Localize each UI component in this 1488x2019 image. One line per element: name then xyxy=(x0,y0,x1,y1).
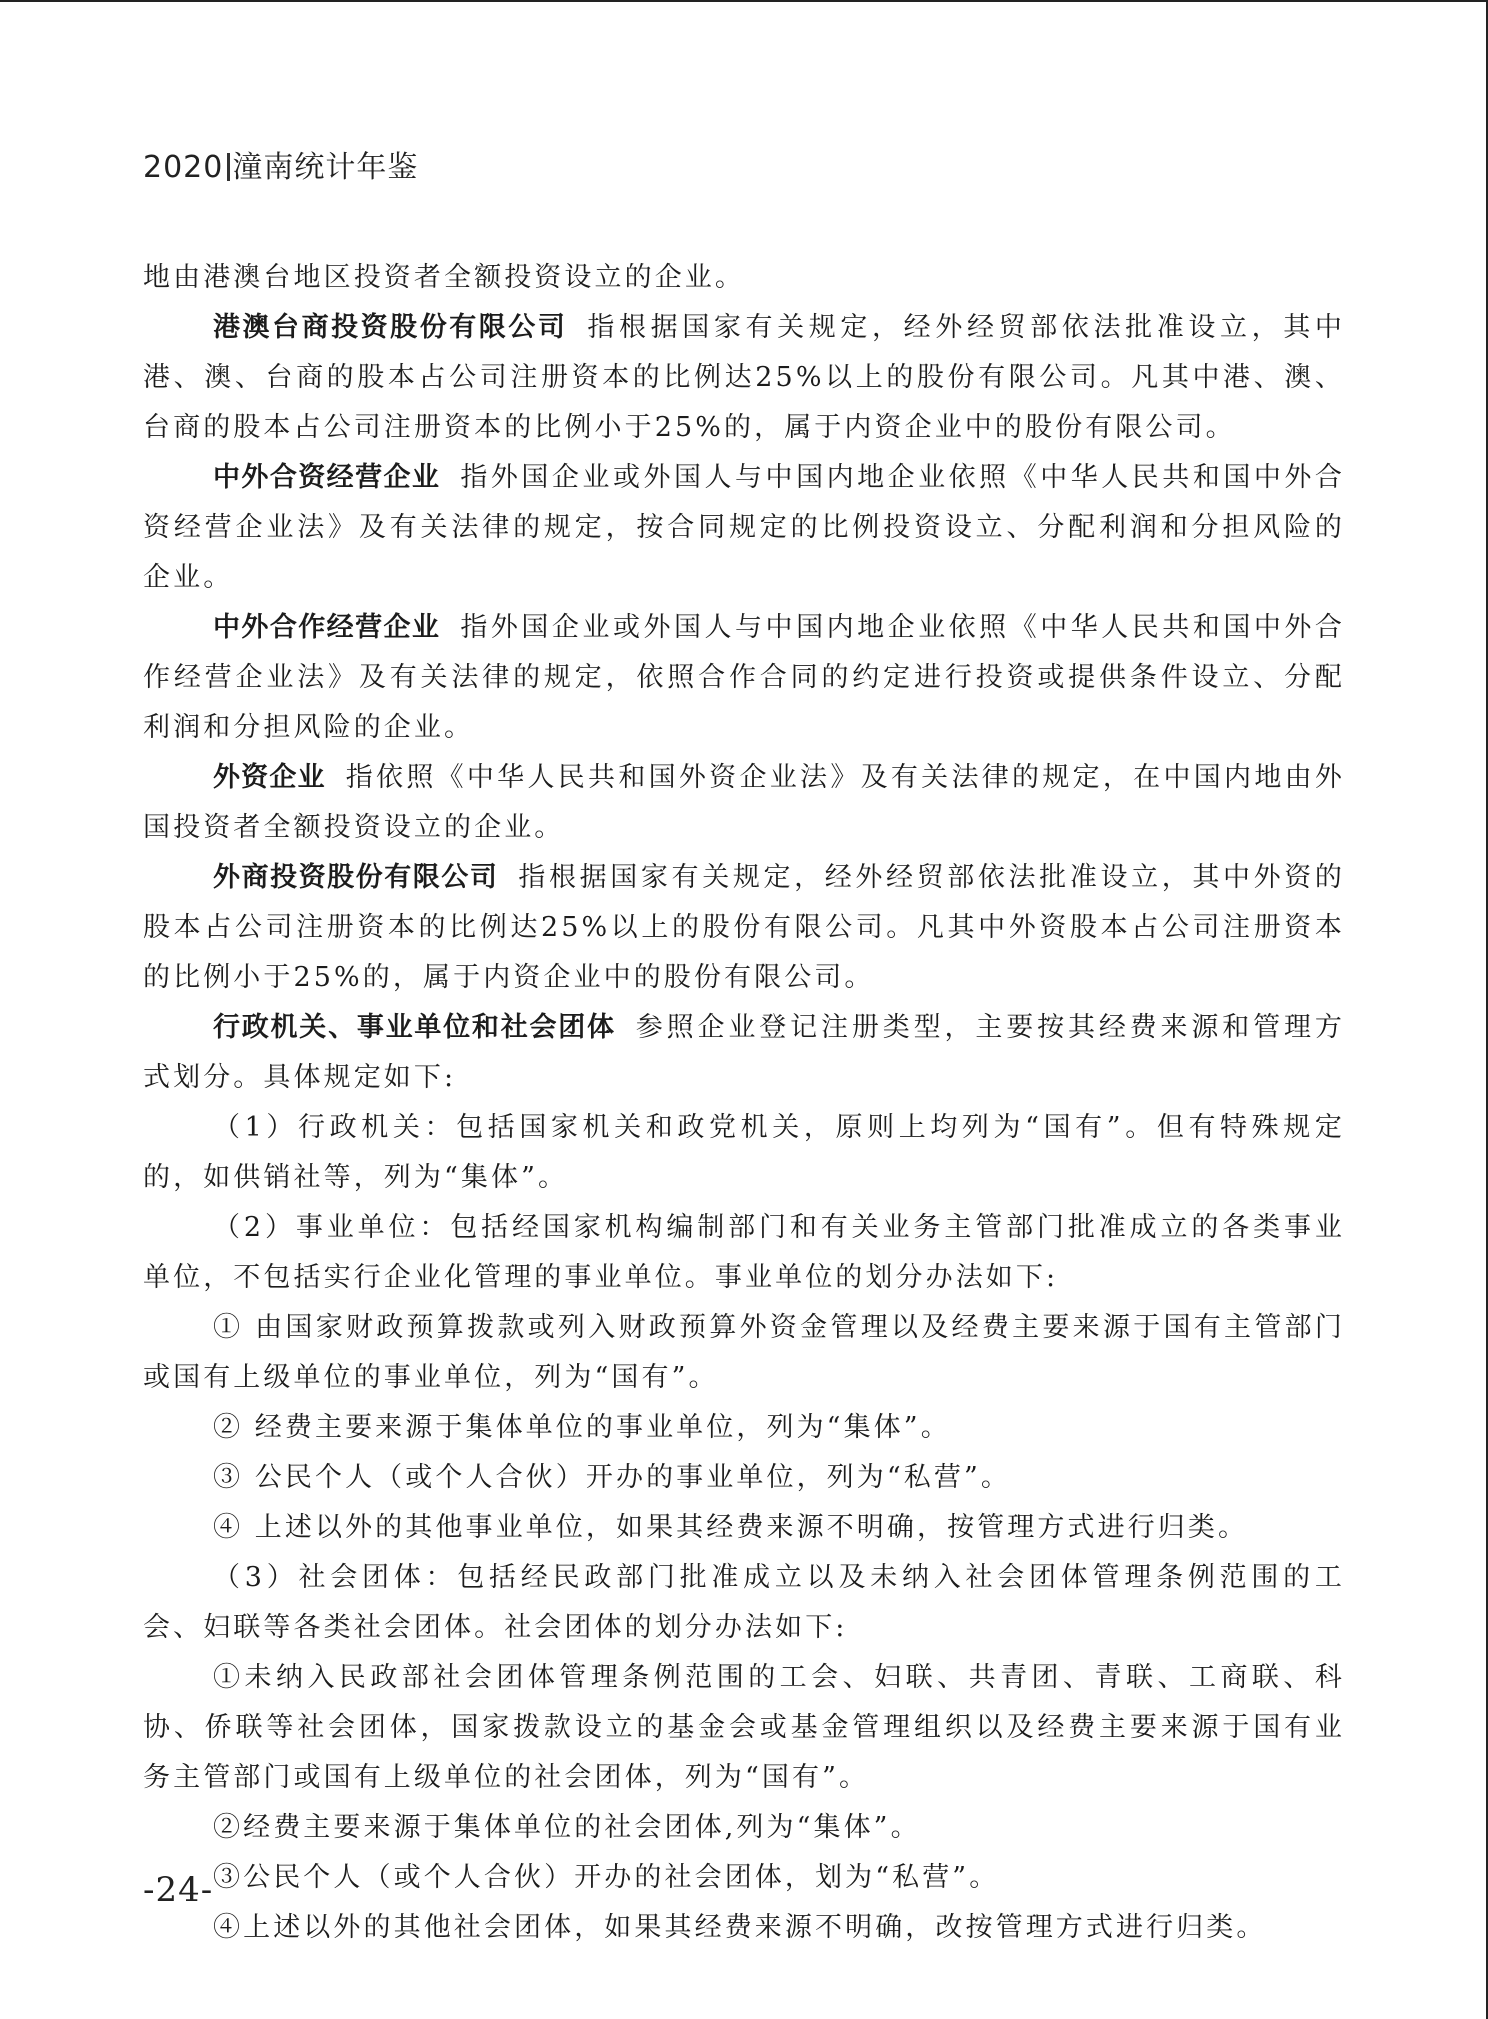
paragraph xyxy=(143,1403,1345,1453)
paragraph-text: 指外国企业或外国人与中国内地企业依照《中华人民共和国中外合资经营企业法》及有关法律的规定，按合同规定的比例投资设立、分配利润和分担风险的企业。 xyxy=(143,462,1345,593)
header-year: 2020 xyxy=(143,150,224,185)
paragraph xyxy=(143,1903,1345,1953)
paragraph-text: 指根据国家有关规定，经外经贸部依法批准设立，其中外资的股本占公司注册资本的比例达25%以上的股份有限公司。凡其中外资股本占公司注册资本的比例小于25%的，属于内资企业中的股份有限公司。 xyxy=(143,862,1346,993)
paragraph-text: ③公民个人（或个人合伙）开办的社会团体，划为“私营”。 xyxy=(213,1862,1000,1893)
term-heading: 港澳台商投资股份有限公司 xyxy=(213,312,568,343)
header-title: 潼南统计年鉴 xyxy=(232,150,419,185)
paragraph-text: 指依照《中华人民共和国外资企业法》及有关法律的规定，在中国内地由外国投资者全额投资设立的企业。 xyxy=(143,762,1345,843)
paragraph xyxy=(143,1003,1345,1103)
paragraph xyxy=(143,303,1345,453)
running-header xyxy=(143,142,418,186)
paragraph xyxy=(143,1503,1345,1553)
paragraph xyxy=(143,853,1345,1003)
paragraph-text: ④上述以外的其他社会团体，如果其经费来源不明确，改按管理方式进行归类。 xyxy=(213,1912,1267,1943)
paragraph-text: 地由港澳台地区投资者全额投资设立的企业。 xyxy=(143,262,745,293)
paragraph xyxy=(143,753,1345,853)
paragraph-text: （2）事业单位：包括经国家机构编制部门和有关业务主管部门批准成立的各类事业单位，不包括实行企业化管理的事业单位。事业单位的划分办法如下: xyxy=(143,1212,1345,1293)
paragraph-text: ④ 上述以外的其他事业单位，如果其经费来源不明确，按管理方式进行归类。 xyxy=(213,1512,1249,1543)
paragraph-text: （3）社会团体：包括经民政部门批准成立以及未纳入社会团体管理条例范围的工会、妇联等各类社会团体。社会团体的划分办法如下: xyxy=(143,1562,1345,1643)
paragraph xyxy=(143,1303,1345,1403)
paragraph xyxy=(143,1853,1345,1903)
paragraph-text: ②经费主要来源于集体单位的社会团体,列为“集体”。 xyxy=(213,1812,921,1843)
term-heading: 行政机关、事业单位和社会团体 xyxy=(213,1012,616,1043)
paragraph xyxy=(143,1203,1345,1303)
paragraph xyxy=(143,1453,1345,1503)
paragraph-text: （1）行政机关：包括国家机关和政党机关，原则上均列为“国有”。但有特殊规定的，如供销社等，列为“集体”。 xyxy=(143,1112,1345,1193)
paragraph xyxy=(143,1803,1345,1853)
paragraph-text: 参照企业登记注册类型，主要按其经费来源和管理方式划分。具体规定如下: xyxy=(143,1012,1346,1093)
term-heading: 外商投资股份有限公司 xyxy=(213,862,499,893)
paragraph xyxy=(143,1553,1345,1653)
header-separator xyxy=(227,153,230,181)
paragraph-text: ① 由国家财政预算拨款或列入财政预算外资金管理以及经费主要来源于国有主管部门或国有上级单位的事业单位，列为“国有”。 xyxy=(143,1312,1345,1393)
paragraph-text: ② 经费主要来源于集体单位的事业单位，列为“集体”。 xyxy=(213,1412,951,1443)
body-text xyxy=(143,253,1345,1953)
page-border-top xyxy=(0,0,1488,2)
term-heading: 中外合资经营企业 xyxy=(213,462,441,493)
term-heading: 外资企业 xyxy=(213,762,326,793)
paragraph xyxy=(143,253,1345,303)
page-number: -24- xyxy=(143,1870,214,1910)
paragraph xyxy=(143,603,1345,753)
paragraph-text: 指外国企业或外国人与中国内地企业依照《中华人民共和国中外合作经营企业法》及有关法律的规定，依照合作合同的约定进行投资或提供条件设立、分配利润和分担风险的企业。 xyxy=(143,612,1345,743)
paragraph-text: 指根据国家有关规定，经外经贸部依法批准设立，其中港、澳、台商的股本占公司注册资本的比例达25%以上的股份有限公司。凡其中港、澳、台商的股本占公司注册资本的比例小于25%的，属于内资企业中的股份有限公司。 xyxy=(143,312,1345,443)
paragraph xyxy=(143,453,1345,603)
paragraph-text: ①未纳入民政部社会团体管理条例范围的工会、妇联、共青团、青联、工商联、科协、侨联等社会团体，国家拨款设立的基金会或基金管理组织以及经费主要来源于国有业务主管部门或国有上级单位的社会团体，列为“国有”。 xyxy=(143,1662,1345,1793)
paragraph-text: ③ 公民个人（或个人合伙）开办的事业单位，列为“私营”。 xyxy=(213,1462,1011,1493)
paragraph xyxy=(143,1103,1345,1203)
term-heading: 中外合作经营企业 xyxy=(213,612,441,643)
paragraph xyxy=(143,1653,1345,1803)
